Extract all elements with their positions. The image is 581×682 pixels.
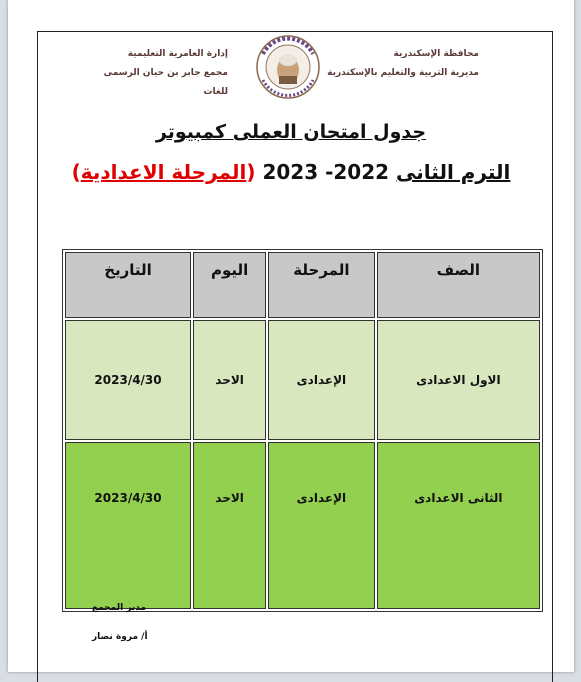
cell-stage: الإعدادى — [268, 442, 375, 609]
school-name-label: مجمع جابر بن حيان الرسمى للغات — [103, 68, 228, 97]
school-logo — [255, 34, 321, 100]
directorate-label: مديرية التربية والتعليم بالإسكندرية — [327, 68, 479, 78]
header-grade: الصف — [377, 252, 540, 318]
title-text: جدول امتحان العملى كمبيوتر — [155, 121, 427, 143]
years-text: 2022- 2023 — [262, 160, 390, 184]
administration-label: إدارة العامرية التعليمية — [127, 49, 228, 59]
header-left — [98, 45, 228, 102]
exam-schedule-table — [62, 249, 543, 612]
table-header-row — [65, 252, 540, 318]
header-right — [327, 45, 479, 83]
table-row — [65, 320, 540, 440]
cell-grade: الاول الاعدادى — [377, 320, 540, 440]
table-row — [65, 442, 540, 609]
document-subtitle — [8, 160, 574, 184]
open-paren: ( — [246, 160, 256, 184]
cell-day: الاحد — [193, 320, 266, 440]
header-day: اليوم — [193, 252, 266, 318]
close-paren: ) — [71, 160, 81, 184]
cell-date: 2023/4/30 — [65, 320, 191, 440]
signature-title: مدير المجمع — [92, 603, 147, 613]
cell-date: 2023/4/30 — [65, 442, 191, 609]
cell-day: الاحد — [193, 442, 266, 609]
signature-name: أ/ مروة نصار — [92, 632, 148, 642]
header-date: التاريخ — [65, 252, 191, 318]
cell-stage: الإعدادى — [268, 320, 375, 440]
stage-text: المرحلة الاعدادية — [80, 160, 247, 184]
governorate-label: محافظة الإسكندرية — [393, 49, 479, 59]
header-stage: المرحلة — [268, 252, 375, 318]
cell-grade: الثانى الاعدادى — [377, 442, 540, 609]
document-title — [8, 121, 574, 143]
document-page — [8, 0, 574, 672]
term-text: الترم الثانى — [396, 160, 511, 184]
